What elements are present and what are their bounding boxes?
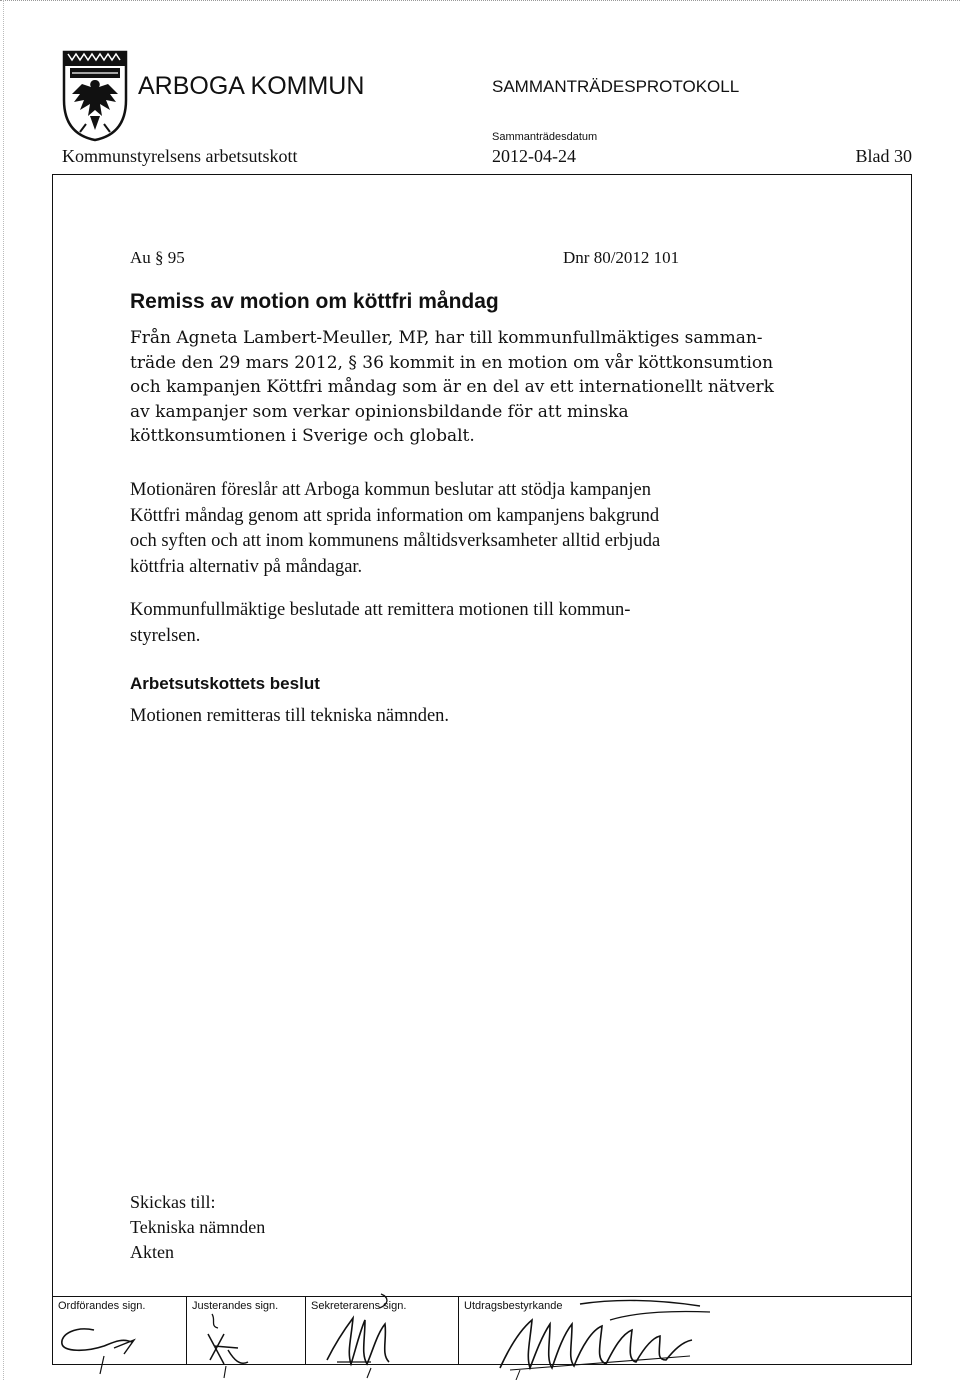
distribution-recipient: Akten <box>130 1242 174 1262</box>
certification-signature-icon <box>460 1290 720 1380</box>
distribution-label: Skickas till: <box>130 1192 216 1212</box>
text-line: och kampanjen Köttfri måndag som är en del av ett internationellt nätverk <box>130 377 774 397</box>
paragraph-referral <box>130 598 790 649</box>
diary-number: Dnr 80/2012 101 <box>563 248 680 267</box>
paragraph-number: Au § 95 <box>130 248 185 267</box>
frame-left-border <box>52 174 53 1364</box>
text-line: Motionären föreslår att Arboga kommun beslutar att stödja kampanjen <box>130 480 651 500</box>
distribution-list <box>130 1190 265 1265</box>
header-divider <box>52 174 912 175</box>
text-line: styrelsen. <box>130 625 201 646</box>
decision-heading: Arbetsutskottets beslut <box>130 674 320 693</box>
committee-name: Kommunstyrelsens arbetsutskott <box>62 146 298 166</box>
distribution-recipient: Tekniska nämnden <box>130 1217 266 1237</box>
text-line: av kampanjer som verkar opinionsbildande för att minska <box>130 401 629 422</box>
organization-name: ARBOGA KOMMUN <box>138 72 365 100</box>
secretary-signature-icon <box>307 1290 457 1380</box>
signature-divider <box>186 1296 187 1364</box>
text-line: Från Agneta Lambert-Meuller, MP, har till kommunfullmäktiges samman- <box>130 328 763 348</box>
chair-signature-label: Ordförandes sign. <box>58 1300 146 1312</box>
text-line: träde den 29 mars 2012, § 36 kommit in en motion om vår köttkonsumtion <box>130 352 774 373</box>
meeting-date-label: Sammanträdesdatum <box>492 131 598 143</box>
paragraph-background <box>130 326 790 449</box>
text-line: Kommunfullmäktige beslutade att remittera motionen till kommun- <box>130 600 631 620</box>
coat-of-arms-icon <box>60 50 130 142</box>
meeting-date: 2012-04-24 <box>492 146 576 166</box>
paragraph-proposal <box>130 478 790 580</box>
text-line: Köttfri måndag genom att sprida information om kampanjens bakgrund <box>130 505 660 526</box>
text-line: köttkonsumtionen i Sverige och globalt. <box>130 426 475 446</box>
page-number: Blad 30 <box>855 146 912 166</box>
item-title: Remiss av motion om köttfri måndag <box>130 290 499 313</box>
scan-edge-top <box>0 0 960 1</box>
text-line: och syften och att inom kommunens måltidsverksamheter alltid erbjuda <box>130 531 661 551</box>
signature-divider <box>305 1296 306 1364</box>
text-line: köttfria alternativ på måndagar. <box>130 556 363 577</box>
chair-signature-icon <box>54 1290 184 1380</box>
frame-right-border <box>911 174 912 1364</box>
secretary-signature-label: Sekreterarens sign. <box>311 1300 407 1312</box>
decision-text: Motionen remitteras till tekniska nämnden. <box>130 706 450 726</box>
signature-divider <box>458 1296 459 1364</box>
adjuster-signature-label: Justerandes sign. <box>192 1300 279 1312</box>
scan-edge-left <box>3 0 4 1380</box>
document-type: SAMMANTRÄDESPROTOKOLL <box>492 77 740 96</box>
certification-label: Utdragsbestyrkande <box>464 1300 563 1312</box>
adjuster-signature-icon <box>188 1290 303 1380</box>
